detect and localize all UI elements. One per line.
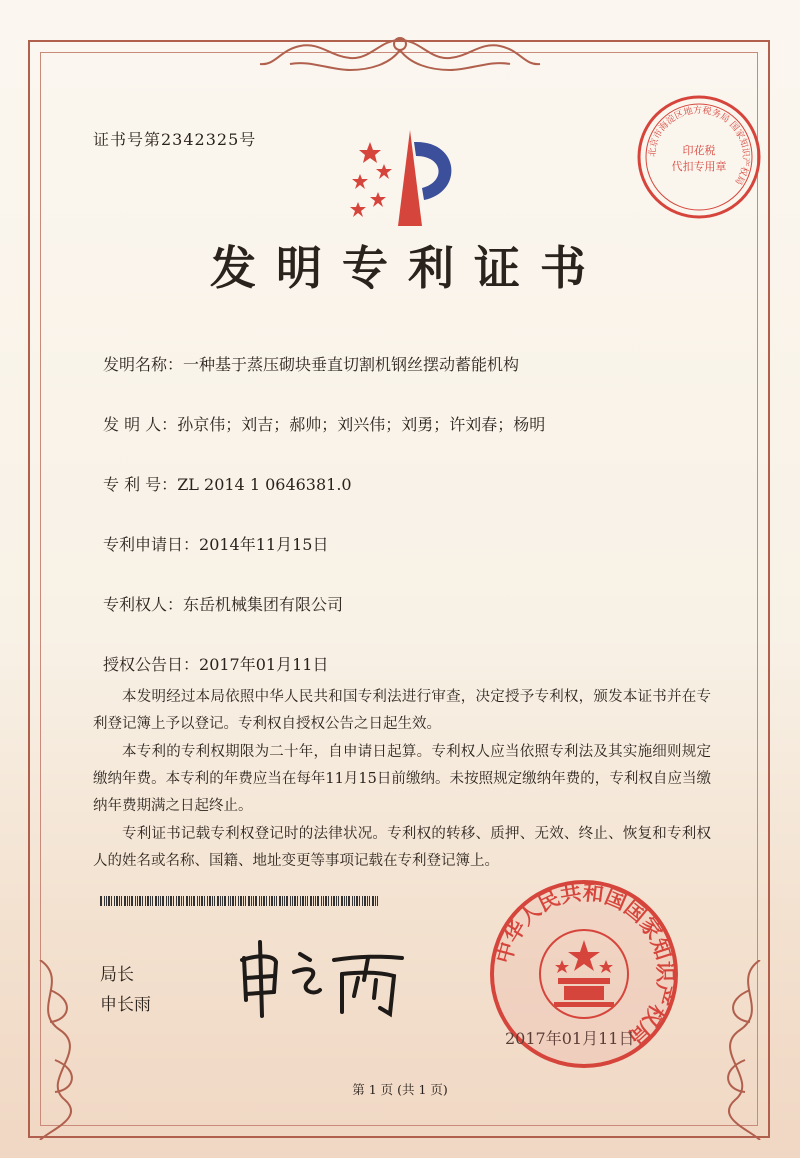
invention-name-label: 发明名称：	[103, 355, 184, 374]
filing-date-row	[103, 532, 328, 555]
left-bottom-ornament	[20, 960, 100, 1140]
patentee-value: 东岳机械集团有限公司	[183, 595, 344, 614]
tax-stamp-line2: 代扣专用章	[671, 160, 727, 173]
top-ornament	[250, 30, 550, 90]
tax-stamp-ring-text: 北京市海淀区地方税务局 国家知识产权局	[647, 105, 751, 187]
right-bottom-ornament	[700, 960, 780, 1140]
certificate-title: 发明专利证书	[210, 241, 606, 295]
grant-date-row	[103, 652, 328, 675]
body-paragraph-1: 本发明经过本局依照中华人民共和国专利法进行审查，决定授予专利权，颁发本证书并在专利登记簿上予以登记。专利权自授权公告之日起生效。	[93, 689, 711, 732]
seal-date: 2017年01月11日	[505, 1029, 635, 1048]
inventor-value: 孙京伟；刘吉；郝帅；刘兴伟；刘勇；许刘春；杨明	[177, 415, 546, 434]
patent-number-value: ZL 2014 1 0646381.0	[177, 475, 352, 494]
cnipa-logo-icon	[340, 122, 470, 232]
inventor-label: 发 明 人：	[103, 415, 178, 434]
certificate-number: 证书号第2342325号	[93, 130, 257, 149]
filing-date-label: 专利申请日：	[103, 535, 200, 554]
barcode	[100, 896, 380, 906]
body-paragraph-2: 本专利的专利权期限为二十年，自申请日起算。专利权人应当依照专利法及其实施细则规定缴纳年费。本专利的年费应当在每年11月15日前缴纳。未按照规定缴纳年费的，专利权自应当缴纳年费期满之日起终止。	[93, 744, 711, 814]
patentee-label: 专利权人：	[103, 595, 184, 614]
body-paragraph-3: 专利证书记载专利权登记时的法律状况。专利权的转移、质押、无效、终止、恢复和专利权人的姓名或名称、国籍、地址变更等事项记载在专利登记簿上。	[93, 826, 711, 869]
patent-number-row	[103, 472, 352, 495]
patent-number-label: 专 利 号：	[103, 475, 178, 494]
grant-date-label: 授权公告日：	[103, 655, 200, 674]
seal-ring-text: 中华人民共和国国家知识产权局	[491, 880, 678, 1050]
tax-stamp-seal	[634, 92, 764, 222]
tax-stamp-line1: 印花税	[682, 144, 716, 157]
filing-date-value: 2014年11月15日	[199, 535, 329, 554]
director-signature	[230, 930, 420, 1020]
inventor-row	[103, 412, 545, 435]
invention-name-row	[103, 352, 519, 375]
patentee-row	[103, 592, 343, 615]
page-footer: 第 1 页 (共 1 页)	[352, 1082, 448, 1097]
invention-name-value: 一种基于蒸压砌块垂直切割机钢丝摆动蓄能机构	[183, 355, 520, 374]
grant-date-value: 2017年01月11日	[199, 655, 329, 674]
director-title: 局长	[100, 965, 134, 985]
director-name: 申长雨	[100, 995, 151, 1015]
